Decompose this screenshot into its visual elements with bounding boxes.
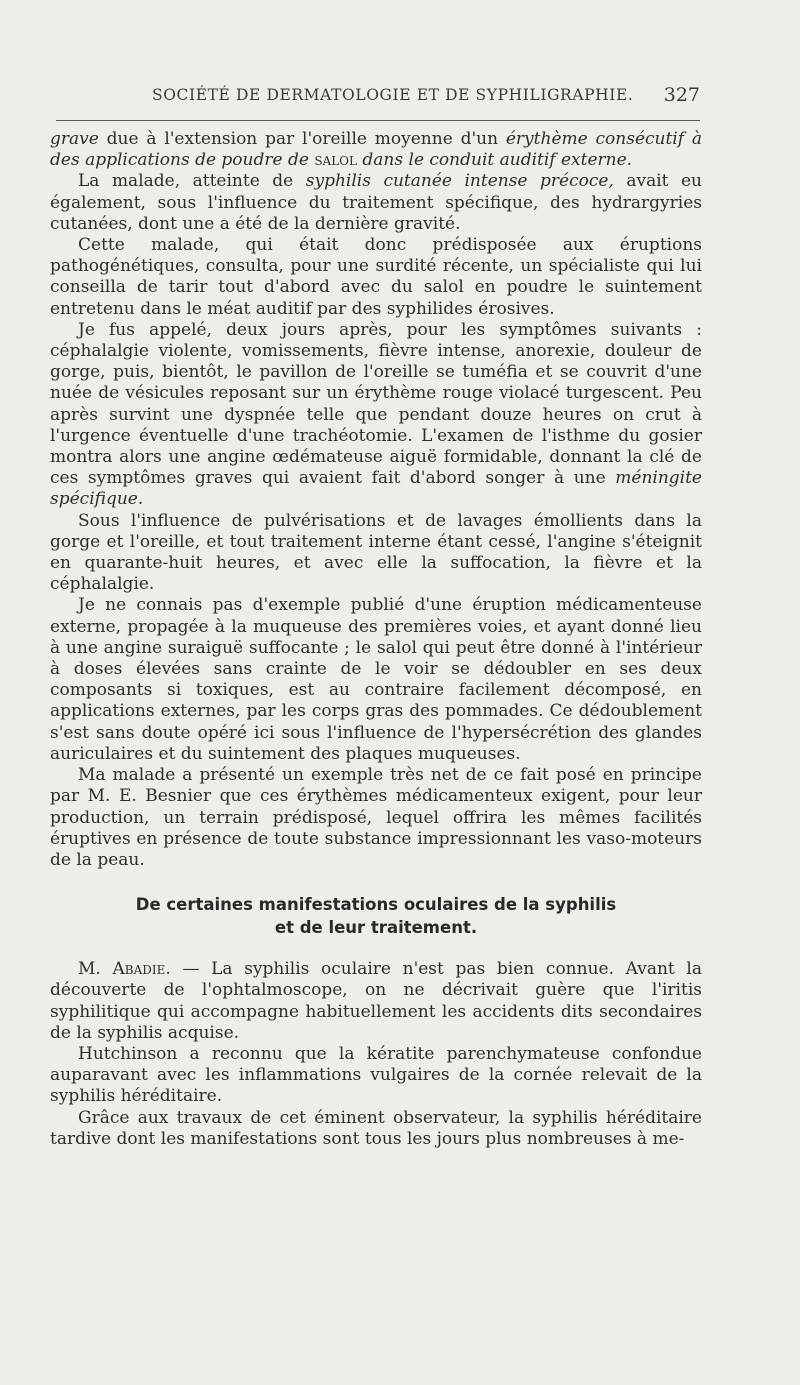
paragraph bbox=[50, 129, 702, 171]
italic-text: dans le conduit auditif externe. bbox=[362, 150, 633, 171]
section-title bbox=[50, 893, 702, 939]
section-title-line: et de leur traitement. bbox=[274, 918, 478, 938]
text-run: M. bbox=[78, 959, 113, 980]
paragraph: Je ne connais pas d'exemple publié d'une éruption médicamenteuse externe, propagée à la muqueuse des premières voies, et ayant donné lieu à une angine suraiguë suffocante ; le salol qui peut être donné à l'intérieur à doses élevées sans crainte de le voir se dédoubler en ses deux composants si toxiques, est au contraire facilement décomposé, en applications externes, par les corps gras des pommades. Ce dédoublement s'est sans doute opéré ici sous l'influence de l'hypersécrétion des glandes auriculaires et du suintement des plaques muqueuses. bbox=[50, 595, 702, 764]
paragraph: Grâce aux travaux de cet éminent observateur, la syphilis héréditaire tardive dont les manifestations sont tous les jours plus nombreuses à me- bbox=[50, 1107, 702, 1149]
text-run: avait eu également, sous l'influence du traitement spécifique, des hydrargyries cutanées, dont une a été de la dernière gravité. bbox=[50, 171, 703, 234]
header-rule bbox=[56, 120, 700, 121]
running-title: SOCIÉTÉ DE DERMATOLOGIE ET DE SYPHILIGRAPHIE. bbox=[152, 86, 634, 104]
paragraph: Hutchinson a reconnu que la kératite parenchymateuse confondue auparavant avec les inflammations vulgaires de la cornée relevait de la syphilis héréditaire. bbox=[50, 1043, 702, 1107]
author-name: Abadie bbox=[112, 959, 166, 980]
text-run: Je fus appelé, deux jours après, pour les symptômes suivants : céphalalgie violente, vomissements, fièvre intense, anorexie, douleur de gorge, puis, bientôt, le pavillon de l'oreille se tuméfia et se couvrit d'une nuée de vésicules reposant sur un érythème rouge violacé turgescent. Peu après survint une dyspnée telle que pendant douze heures on crut à l'urgence éventuelle d'une trachéotomie. L'examen de l'isthme du gosier montra alors une angine œdémateuse aiguë formidable, donnant la clé de ces symptômes graves qui avaient fait d'abord songer à une bbox=[50, 319, 702, 489]
body-text bbox=[50, 129, 702, 1150]
paragraph: Ma malade a présenté un exemple très net de ce fait posé en principe par M. E. Besnier que ces érythèmes médicamenteux exigent, pour leur production, un terrain prédisposé, lequel offrira les mêmes facilités éruptives en présence de toute substance impressionnant les vaso-moteurs de la peau. bbox=[50, 765, 702, 870]
paragraph: Sous l'influence de pulvérisations et de lavages émollients dans la gorge et l'oreille, et tout traitement interne étant cessé, l'angine s'éteignit en quarante-huit heures, et avec elle la suffocation, la fièvre et la céphalalgie. bbox=[50, 510, 702, 595]
paragraph: Cette malade, qui était donc prédisposée aux éruptions pathogénétiques, consulta, pour une surdité récente, un spécialiste qui lui conseilla de tarir tout d'abord avec du salol en poudre le suintement entretenu dans le méat auditif par des syphilides érosives. bbox=[50, 235, 702, 319]
paragraph bbox=[50, 320, 702, 511]
italic-text: méningite spécifique. bbox=[50, 468, 702, 510]
italic-text: érythème consécutif à des applications de poudre de bbox=[50, 129, 702, 171]
paragraph bbox=[50, 959, 702, 1044]
page-number: 327 bbox=[663, 84, 700, 106]
smallcaps-text: salol bbox=[308, 150, 363, 171]
section-title-line: De certaines manifestations oculaires de la syphilis bbox=[135, 895, 617, 915]
italic-text: syphilis cutanée intense précoce, bbox=[305, 171, 614, 192]
italic-text: grave bbox=[50, 129, 99, 149]
text-run: La malade, atteinte de bbox=[78, 171, 306, 192]
text-run: due à l'extension par l'oreille moyenne d'un bbox=[98, 129, 506, 149]
paragraph bbox=[50, 171, 702, 235]
text-run: . — La syphilis oculaire n'est pas bien connue. Avant la découverte de l'ophtalmoscope, on ne décrivait guère que l'iritis syphilitique qui accompagne habituellement les accidents dits secondaires de la syphilis acquise. bbox=[50, 959, 702, 1043]
